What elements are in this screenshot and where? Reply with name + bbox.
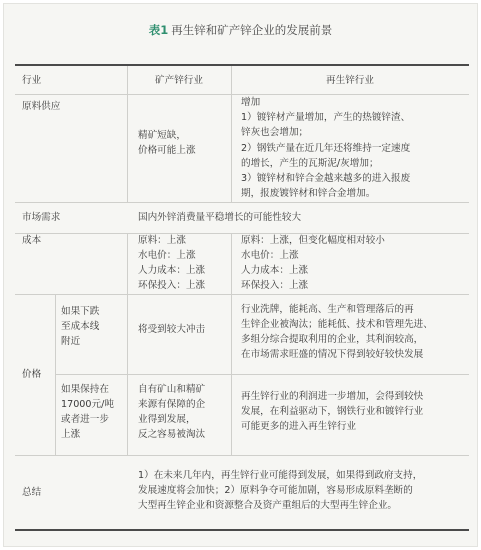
column-divider xyxy=(231,233,232,294)
document-page xyxy=(3,3,478,547)
table-number: 表1 xyxy=(148,23,169,37)
table-caption xyxy=(4,22,477,38)
price-rise-recycled: 再生锌行业的利润进一步增加，会得到较快 发展，在利益驱动下，钢铁行业和镀锌行业 可能更多的进入再生锌行业 xyxy=(241,391,424,432)
raw-supply-mine: 精矿短缺， 价格可能上涨 xyxy=(138,130,196,156)
cost-recycled: 原料：上涨，但变化幅度相对较小 水电价：上涨 人力成本：上涨 环保投入：上涨 xyxy=(241,235,385,291)
row-label-cost: 成本 xyxy=(22,235,42,246)
price-fall-recycled: 行业洗牌，能耗高、生产和管理落后的再 生锌企业被淘汰；能耗低、技术和管理先进、 多组分综合提取利用的企业，其利润较高， 在市场需求旺盛的情况下得到较好较快发展 xyxy=(241,304,433,360)
price-condition-fall: 如果下跌 至成本线 附近 xyxy=(61,306,100,347)
column-divider xyxy=(127,294,128,455)
row-label-summary: 总结 xyxy=(22,487,42,498)
row-label-market-demand: 市场需求 xyxy=(22,212,61,223)
header-industry: 行业 xyxy=(22,75,42,86)
summary-value: 1）在未来几年内，再生锌行业可能得到发展，如果得到政府支持， 发展速度将会加快；2）原料争夺可能加剧，容易形成原料垄断的 大型再生锌企业和资源整合及资产重组后的大型再生锌企业。 xyxy=(138,470,423,511)
row-divider xyxy=(15,294,469,295)
row-divider xyxy=(55,374,469,375)
row-label-raw-supply: 原料供应 xyxy=(22,101,61,112)
row-label-price: 价格 xyxy=(22,369,42,380)
column-divider xyxy=(231,294,232,455)
header-recycled-zinc: 再生锌行业 xyxy=(326,75,374,86)
row-divider xyxy=(15,455,469,456)
header-mine-zinc: 矿产锌行业 xyxy=(155,75,203,86)
bottom-rule xyxy=(15,529,469,531)
table-title: 再生锌和矿产锌企业的发展前景 xyxy=(171,23,333,37)
price-rise-mine: 自有矿山和精矿 来源有保障的企 业得到发展， 反之容易被淘汰 xyxy=(138,384,206,440)
price-fall-mine: 将受到较大冲击 xyxy=(138,324,206,335)
column-divider xyxy=(127,233,128,294)
market-demand-value: 国内外锌消费量平稳增长的可能性较大 xyxy=(138,212,302,223)
row-divider xyxy=(15,202,469,203)
column-divider xyxy=(55,294,56,455)
top-rule xyxy=(15,64,469,66)
cost-mine: 原料：上涨 水电价：上涨 人力成本：上涨 环保投入：上涨 xyxy=(138,235,206,291)
raw-supply-recycled: 增加 1）镀锌材产量增加，产生的热镀锌渣、 锌灰也会增加； 2）钢铁产量在近几年还将维持一定速度 的增长，产生的瓦斯泥/灰增加； 3）镀锌材和锌合金越来越多的进入报废 期，报废镀锌材和锌合金增加。 xyxy=(241,97,411,200)
price-condition-rise: 如果保持在 17000元/吨 或者进一步 上涨 xyxy=(61,384,114,440)
